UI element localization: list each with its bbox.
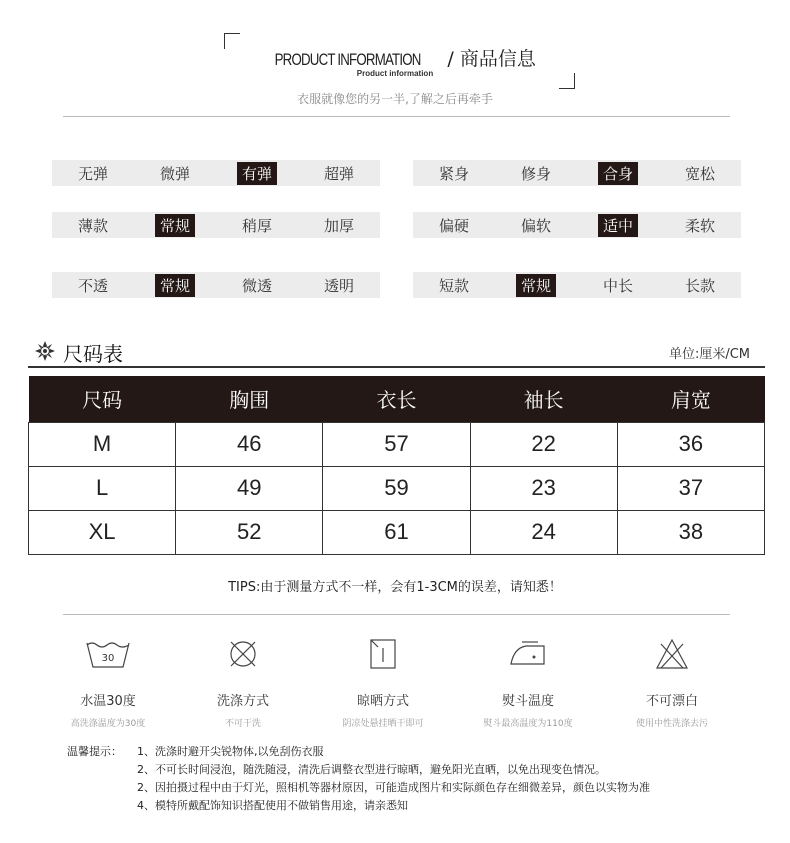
care-item-dry xyxy=(308,630,458,729)
wash-temp-number: 30 xyxy=(101,653,115,664)
care-label: 水温30度 xyxy=(80,694,136,709)
care-sub: 熨斗最高温度为110度 xyxy=(483,719,573,729)
attr-thickness xyxy=(52,212,380,238)
note-item: 2、因拍摄过程中由于灯光，照相机等器材原因，可能造成图片和实际颜色存在细微差异，颜色以实物为准 xyxy=(137,781,650,794)
care-label: 晾晒方式 xyxy=(356,694,409,709)
table-top-rule xyxy=(28,366,765,368)
attr-option xyxy=(52,212,134,238)
attr-option-label: 薄款 xyxy=(77,216,108,235)
iron-icon xyxy=(453,630,603,678)
attr-option xyxy=(413,272,495,298)
attr-option-label: 修身 xyxy=(520,164,551,183)
attr-option xyxy=(495,272,577,298)
attr-option xyxy=(298,160,380,186)
section-title xyxy=(0,44,790,71)
title-en: PRODUCT INFORMATION xyxy=(274,50,421,69)
attr-hardness xyxy=(413,212,741,238)
column-header: 衣长 xyxy=(323,376,470,422)
attr-option xyxy=(413,160,495,186)
attr-option-label: 不透 xyxy=(77,276,108,295)
care-label: 洗涤方式 xyxy=(216,694,269,709)
table-cell: 46 xyxy=(176,422,323,466)
attr-option-label: 微弹 xyxy=(159,164,190,183)
size-chart-title: 尺码表 xyxy=(63,342,123,366)
attr-transparency xyxy=(52,272,380,298)
table-cell: 49 xyxy=(176,466,323,510)
table-cell: 22 xyxy=(470,422,617,466)
attr-option xyxy=(577,212,659,238)
table-row xyxy=(29,466,765,510)
attr-option xyxy=(495,160,577,186)
attr-length xyxy=(413,272,741,298)
attr-option-label: 适中 xyxy=(598,214,638,237)
no-bleach-icon xyxy=(597,630,747,678)
table-cell: 59 xyxy=(323,466,470,510)
size-chart-heading xyxy=(35,338,123,367)
care-label: 熨斗温度 xyxy=(501,694,554,709)
subtitle-en: Product information xyxy=(356,69,434,78)
attr-option-label: 长款 xyxy=(684,276,715,295)
attr-option-label: 加厚 xyxy=(323,216,354,235)
column-header: 胸围 xyxy=(176,376,323,422)
attr-option xyxy=(298,272,380,298)
attr-option-label: 有弹 xyxy=(237,162,277,185)
care-sub: 使用中性洗涤去污 xyxy=(635,719,708,729)
care-item-iron xyxy=(453,630,603,729)
table-cell: 23 xyxy=(470,466,617,510)
note-item: 1、洗涤时避开尖锐物体,以免刮伤衣服 xyxy=(137,745,324,758)
size-table xyxy=(28,376,765,555)
table-cell: 38 xyxy=(617,510,764,554)
attr-option-label: 微透 xyxy=(241,276,272,295)
attr-option-label: 紧身 xyxy=(438,164,469,183)
care-sub: 阴凉处悬挂晒干即可 xyxy=(342,719,424,729)
attr-option xyxy=(52,160,134,186)
table-cell: 24 xyxy=(470,510,617,554)
attr-option-label: 透明 xyxy=(323,276,354,295)
title-cn: 商品信息 xyxy=(459,48,536,70)
column-header: 尺码 xyxy=(29,376,176,422)
notes-lead: 温馨提示： xyxy=(67,745,122,758)
attr-option-label: 中长 xyxy=(602,276,633,295)
note-item: 4、模特所戴配饰知识搭配使用不做销售用途，请亲悉知 xyxy=(137,799,408,812)
attr-option-label: 柔软 xyxy=(684,216,715,235)
attr-option-label: 常规 xyxy=(155,274,195,297)
table-cell: 57 xyxy=(323,422,470,466)
attr-option xyxy=(659,160,741,186)
attr-option xyxy=(52,272,134,298)
attr-option xyxy=(495,212,577,238)
attr-option xyxy=(134,212,216,238)
attr-option xyxy=(659,272,741,298)
care-sub: 高洗涤温度为30度 xyxy=(70,719,146,729)
attr-option-label: 常规 xyxy=(155,214,195,237)
care-sub: 不可干洗 xyxy=(224,719,261,729)
column-header: 肩宽 xyxy=(617,376,764,422)
attr-option xyxy=(577,272,659,298)
note-item: 2、不可长时间浸泡，随洗随浸，清洗后调整衣型进行晾晒，避免阳光直晒，以免出现变色情况。 xyxy=(137,763,606,776)
attr-option xyxy=(659,212,741,238)
attr-option xyxy=(134,272,216,298)
care-item-wash-method xyxy=(168,630,318,729)
attr-option-label: 宽松 xyxy=(684,164,715,183)
attr-option-label: 稍厚 xyxy=(241,216,272,235)
column-header: 袖长 xyxy=(470,376,617,422)
table-cell: 52 xyxy=(176,510,323,554)
attr-option-label: 偏硬 xyxy=(438,216,469,235)
divider xyxy=(63,614,730,615)
attr-option xyxy=(413,212,495,238)
sun-icon xyxy=(35,341,55,365)
divider xyxy=(63,116,730,117)
table-row xyxy=(29,510,765,554)
shade-dry-icon xyxy=(308,630,458,678)
table-header-row xyxy=(29,376,765,422)
care-item-bleach xyxy=(597,630,747,729)
tips-text: TIPS:由于测量方式不一样，会有1-3CM的误差，请知悉！ xyxy=(228,580,562,595)
attr-option xyxy=(216,272,298,298)
title-separator: / xyxy=(447,48,454,70)
table-cell: L xyxy=(29,466,176,510)
care-item-wash-temp xyxy=(33,630,183,729)
no-wash-icon xyxy=(168,630,318,678)
attr-option-label: 常规 xyxy=(516,274,556,297)
attr-option xyxy=(134,160,216,186)
attr-option-label: 合身 xyxy=(598,162,638,185)
attr-option-label: 偏软 xyxy=(520,216,551,235)
attr-fit xyxy=(413,160,741,186)
table-row xyxy=(29,422,765,466)
attr-option xyxy=(216,160,298,186)
attr-elasticity xyxy=(52,160,380,186)
attr-option xyxy=(298,212,380,238)
subtitle-cn: 衣服就像您的另一半,了解之后再牵手 xyxy=(297,92,493,106)
unit-label: 单位:厘米/CM xyxy=(668,347,750,362)
attr-option xyxy=(216,212,298,238)
table-cell: XL xyxy=(29,510,176,554)
table-cell: M xyxy=(29,422,176,466)
wash-30-icon xyxy=(33,630,183,678)
attr-option-label: 超弹 xyxy=(323,164,354,183)
table-cell: 61 xyxy=(323,510,470,554)
table-cell: 36 xyxy=(617,422,764,466)
attr-option xyxy=(577,160,659,186)
attr-option-label: 无弹 xyxy=(77,164,108,183)
table-cell: 37 xyxy=(617,466,764,510)
attr-option-label: 短款 xyxy=(438,276,469,295)
care-label: 不可漂白 xyxy=(645,694,698,709)
